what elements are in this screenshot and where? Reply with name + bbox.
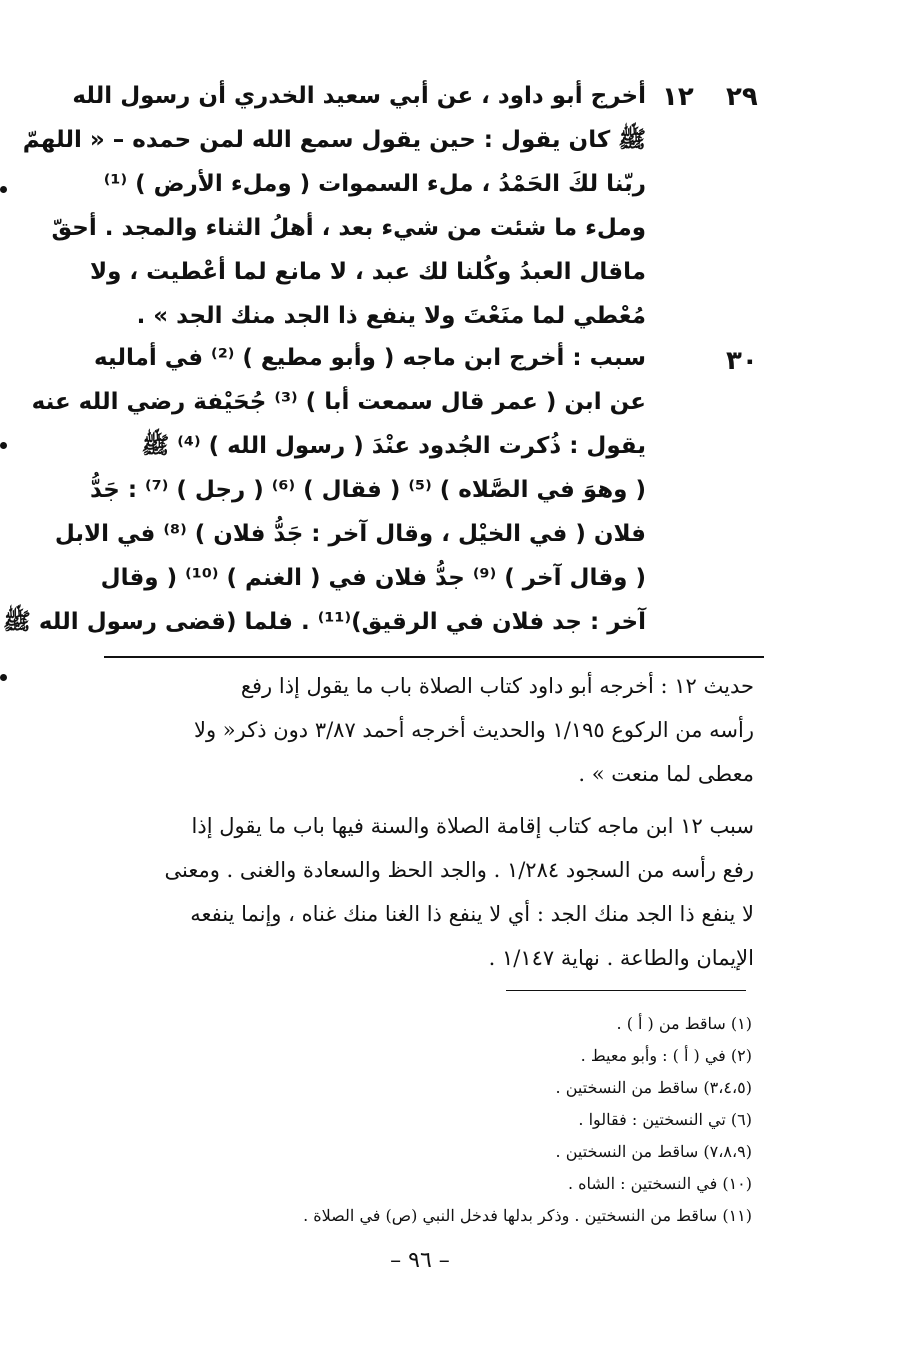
text-line: فلان ( في الخيْل ، وقال آخر : جَدُّ فلان ) ⁽⁸⁾ في الابل <box>54 521 646 547</box>
text-line: مُعْطي لما منَعْتَ ولا ينفع ذا الجد منك الجد » . <box>136 303 646 329</box>
note-line: رأسه من الركوع ١/١٩٥ والحديث أخرجه أحمد ٣/٨٧ دون ذكر« ولا <box>193 718 754 742</box>
footnotes <box>200 1008 752 1232</box>
text-line: ( وقال آخر ) ⁽⁹⁾ جدُّ فلان في ( الغنم ) ⁽¹⁰⁾ ( وقال <box>100 565 646 591</box>
margin-mark <box>0 442 7 449</box>
footnote: (٧،٨،٩) ساقط من النسختين . <box>555 1142 752 1161</box>
text-line: ﷺ كان يقول : حين يقول سمع الله لمن حمده – « اللهمّ <box>22 127 646 153</box>
page-number: – ٩٦ – <box>390 1248 450 1273</box>
text-line: وملء ما شئت من شيء بعد ، أهلُ الثناء والمجد . أحقّ <box>51 215 646 241</box>
note-line: لا ينفع ذا الجد منك الجد : أي لا ينفع ذا الغنا منك غناه ، وإنما ينفعه <box>190 902 754 926</box>
text-line: ماقال العبدُ وكُلنا لك عبد ، لا مانع لما أعْطيت ، ولا <box>90 259 646 285</box>
footnote: (٢) في ( أ ) : وأبو معيط . <box>580 1046 752 1065</box>
footnote: (١٠) في النسختين : الشاه . <box>567 1174 752 1193</box>
margin-mark <box>0 186 7 193</box>
main-divider <box>104 656 764 658</box>
text-line: عن ابن ( عمر قال سمعت أبا ) ⁽³⁾ جُحَيْفة رضي الله عنه <box>31 389 646 415</box>
note-line: حديث ١٢ : أخرجه أبو داود كتاب الصلاة باب ما يقول إذا رفع <box>240 674 754 698</box>
note-line: معطى لما منعت » . <box>578 762 754 786</box>
footnote: (١١) ساقط من النسختين . وذكر بدلها فدخل النبي (ص) في الصلاة . <box>303 1206 752 1225</box>
note-line: سبب ١٢ ابن ماجه كتاب إقامة الصلاة والسنة فيها باب ما يقول إذا <box>191 814 754 838</box>
note-line: رفع رأسه من السجود ١/٢٨٤ . والجد الحظ والسعادة والغنى . ومعنى <box>164 858 754 882</box>
entry-text <box>3 336 646 644</box>
entry-text <box>22 74 646 338</box>
text-line: ربّنا لكَ الحَمْدُ ، ملء السموات ( وملء الأرض ) ⁽¹⁾ <box>103 171 646 197</box>
footnote: (٦) تي النسختين : فقالوا . <box>578 1110 752 1129</box>
sabab-note <box>104 804 754 980</box>
footnote: (١) ساقط من ( أ ) . <box>616 1014 752 1033</box>
text-line: ( وهوَ في الصَّلاه ) ⁽⁵⁾ ( فقال ) ⁽⁶⁾ ( رجل ) ⁽⁷⁾ : جَدُّ <box>89 477 646 503</box>
text-line: آخر : جد فلان في الرقيق)⁽¹¹⁾ . فلما (قضى رسول الله ﷺ <box>3 609 646 635</box>
entry-sub-number: ١٢ <box>662 82 694 112</box>
entry-number: ٢٩ <box>726 82 758 112</box>
margin-mark <box>0 674 7 681</box>
hadith-note <box>104 664 754 796</box>
text-line: يقول : ذُكرت الجُدود عنْدَ ( رسول الله ) ⁽⁴⁾ ﷺ <box>141 433 646 459</box>
footnote: (٣،٤،٥) ساقط من النسختين . <box>555 1078 752 1097</box>
entry-number: ٣٠ <box>726 346 758 376</box>
footnote-divider <box>506 990 746 991</box>
text-line: أخرج أبو داود ، عن أبي سعيد الخدري أن رسول الله <box>72 83 646 109</box>
note-line: الإيمان والطاعة . نهاية ١/١٤٧ . <box>488 946 754 970</box>
text-line: سبب : أخرج ابن ماجه ( وأبو مطيع ) ⁽²⁾ في أماليه <box>93 345 646 371</box>
